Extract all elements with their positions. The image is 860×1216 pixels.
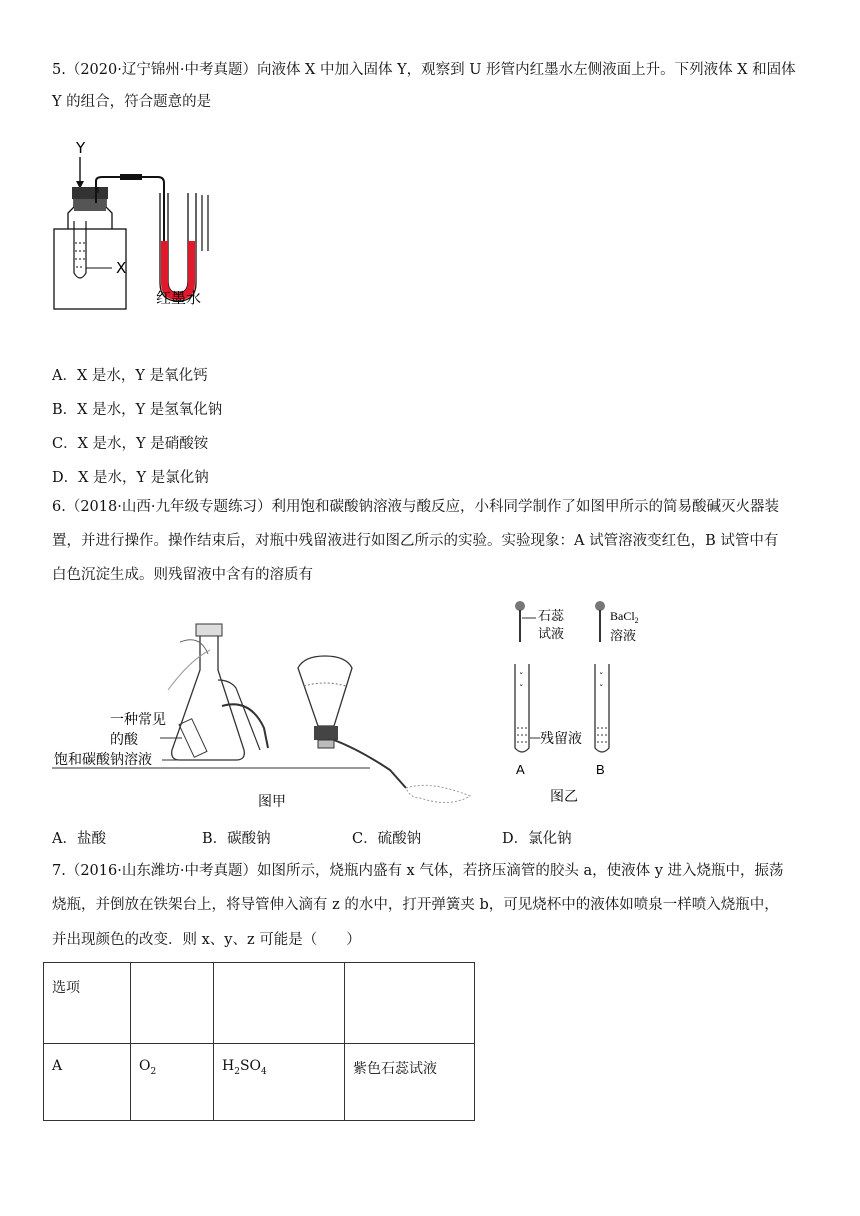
q5-label-x: X [116,259,127,277]
svg-text:ˇ: ˇ [519,685,524,695]
q6-caption-jia: 图甲 [258,794,286,810]
svg-text:BaCl2: BaCl$_2$ [610,609,639,625]
q6-option-a: A．盐酸 [52,831,106,847]
q7-options-table [43,962,475,1121]
q7-stem-line3: 并出现颜色的改变．则 x、y、z 可能是（ ） [52,932,361,948]
q5-option-b: B．X 是水，Y 是氢氧化钠 [52,402,223,418]
q5-stem-line2: Y 的组合，符合题意的是 [52,94,212,110]
q5-label-y: Y [76,139,86,157]
q6-tube-a-label: A [516,762,525,777]
q6-figure-jia [50,620,500,820]
table-header-x [131,963,214,1044]
q6-label-bacl2: BaCl [610,609,635,623]
q6-caption-yi: 图乙 [550,789,578,805]
svg-text:ˇ: ˇ [599,673,604,683]
q6-option-d: D．氯化钠 [502,831,572,847]
q6-stem-line2: 置，并进行操作。操作结束后，对瓶中残留液进行如图乙所示的实验。实验现象：A 试管溶液变红色，B 试管中有 [52,533,779,549]
q6-stem-line3: 白色沉淀生成。则残留液中含有的溶质有 [52,567,313,583]
table-row [44,1044,475,1121]
q5-u-tube-apparatus [40,133,240,313]
q6-label-bacl2-line2: 溶液 [610,629,637,644]
q6-label-acid-line1: 一种常见 [110,712,166,728]
q5-option-d: D．X 是水，Y 是氯化钠 [52,470,209,486]
svg-text:ˇ: ˇ [519,673,524,683]
table-cell-option: A [44,1044,131,1121]
table-header-y [214,963,345,1044]
svg-text:ˇ: ˇ [599,685,604,695]
q6-label-litmus-line1: 石蕊 [538,609,565,624]
table-cell-x: $O_2$ [131,1044,214,1121]
q5-option-a: A．X 是水，Y 是氧化钙 [52,368,208,384]
q5-stem-line1: 5.（2020·辽宁锦州·中考真题）向液体 X 中加入固体 Y，观察到 U 形管内红墨水左侧液面上升。下列液体 X 和固体 [52,62,796,78]
q5-option-c: C．X 是水，Y 是硝酸铵 [52,436,209,452]
table-header-option: 选项 [44,963,131,1044]
q6-stem-line1: 6.（2018·山西·九年级专题练习）利用饱和碳酸钠溶液与酸反应，小科同学制作了如图甲所示的简易酸碱灭火器装 [52,499,779,515]
q6-label-litmus-line2: 试液 [538,627,565,642]
q5-label-ink: 红墨水 [156,289,202,307]
q7-stem-line2: 烧瓶，并倒放在铁架台上，将导管伸入滴有 z 的水中，打开弹簧夹 b，可见烧杯中的液体如喷泉一样喷入烧瓶中， [52,897,779,913]
q6-figure-yi [500,598,640,808]
table-cell-z: 紫色石蕊试液 [345,1044,475,1121]
table-row [44,963,475,1044]
q6-label-residue: 残留液 [540,731,582,747]
q7-stem-line1: 7.（2016·山东潍坊·中考真题）如图所示，烧瓶内盛有 x 气体，若挤压滴管的胶头 a，使液体 y 进入烧瓶中，振荡 [52,863,784,879]
q6-option-b: B．碳酸钠 [202,831,271,847]
q6-label-acid-line2: 的酸 [110,732,138,748]
table-header-z [345,963,475,1044]
table-cell-y: $H_2SO_4$ [214,1044,345,1121]
q6-option-c: C．硫酸钠 [352,831,422,847]
q6-tube-b-label: B [596,762,605,777]
q6-label-solution: 饱和碳酸钠溶液 [54,752,152,768]
